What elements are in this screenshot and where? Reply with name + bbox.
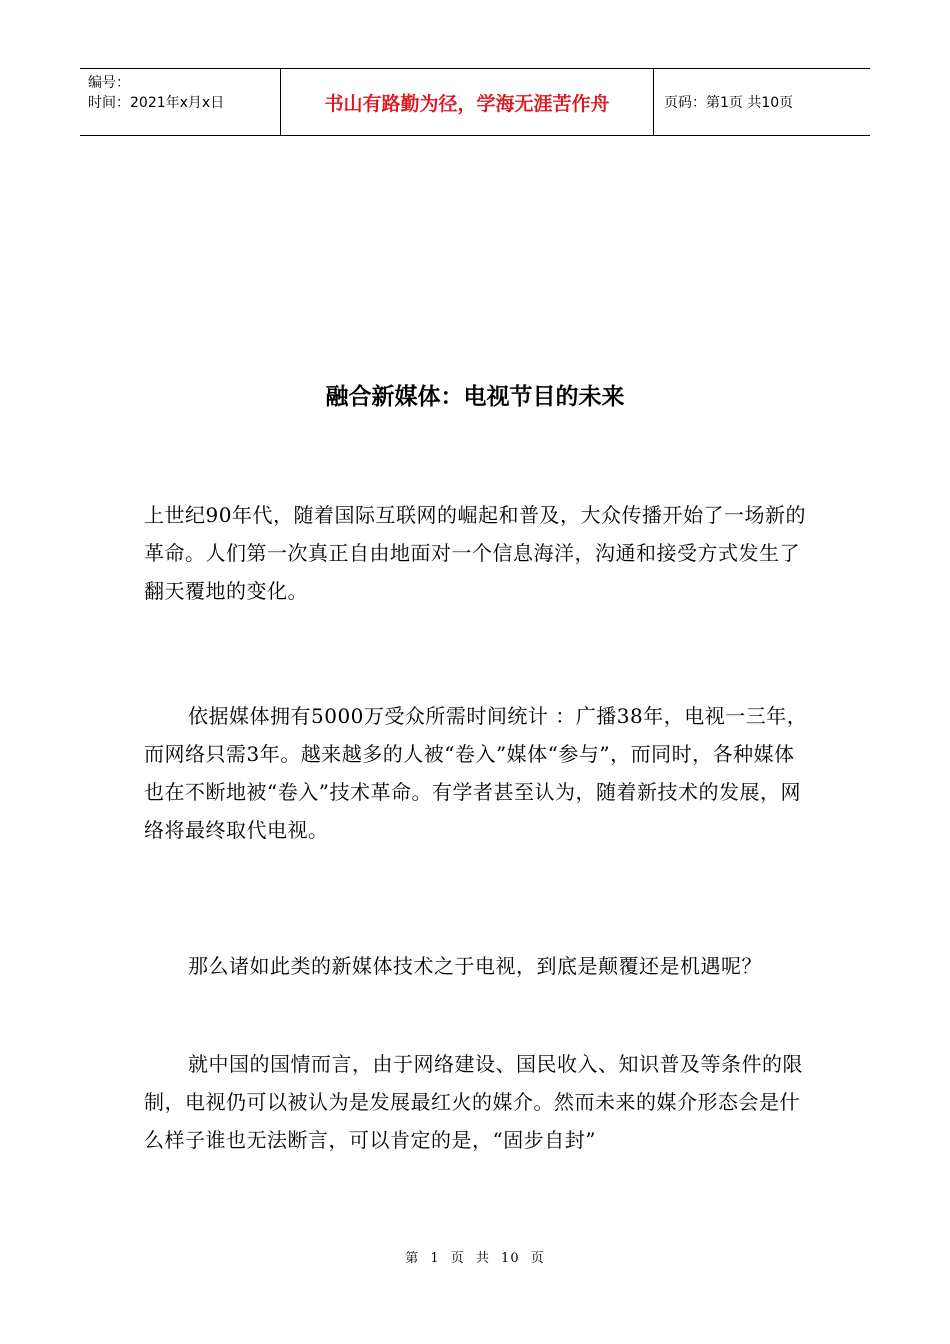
paragraph-2: 依据媒体拥有5000万受众所需时间统计 ：广播38年，电视一三年，而网络只需3年。越来越多的人被“卷入”媒体“参与”，而同时，各种媒体也在不断地被“卷入”技术革命。有学者甚至认为，随着新技术的发展，网络将最终取代电视。: [144, 704, 808, 842]
document-number-label: 编号：: [88, 75, 130, 91]
paragraph-4: 就中国的国情而言，由于网络建设、国民收入、知识普及等条件的限制，电视仍可以被认为是发展最红火的媒介。然而未来的媒介形态会是什么样子谁也无法断言，可以肯定的是，“固步自封”: [144, 1052, 803, 1152]
header-page-info: 页码：第1页 共10页: [664, 95, 794, 111]
document-title: 融合新媒体：电视节目的未来: [325, 384, 625, 410]
paragraph-3: 那么诸如此类的新媒体技术之于电视，到底是颠覆还是机遇呢？: [188, 954, 762, 978]
header-table: [80, 68, 870, 136]
document-date-label: 时间：2021年x月x日: [88, 95, 225, 111]
header-meta-cell: [80, 69, 281, 135]
paragraph-1: 上世纪90年代，随着国际互联网的崛起和普及，大众传播开始了一场新的革命。人们第一次真正自由地面对一个信息海洋，沟通和接受方式发生了翻天覆地的变化。: [144, 503, 806, 603]
header-motto: 书山有路勤为径，学海无涯苦作舟: [281, 69, 654, 135]
page-footer: 第 1 页 共 10 页: [405, 1251, 545, 1266]
